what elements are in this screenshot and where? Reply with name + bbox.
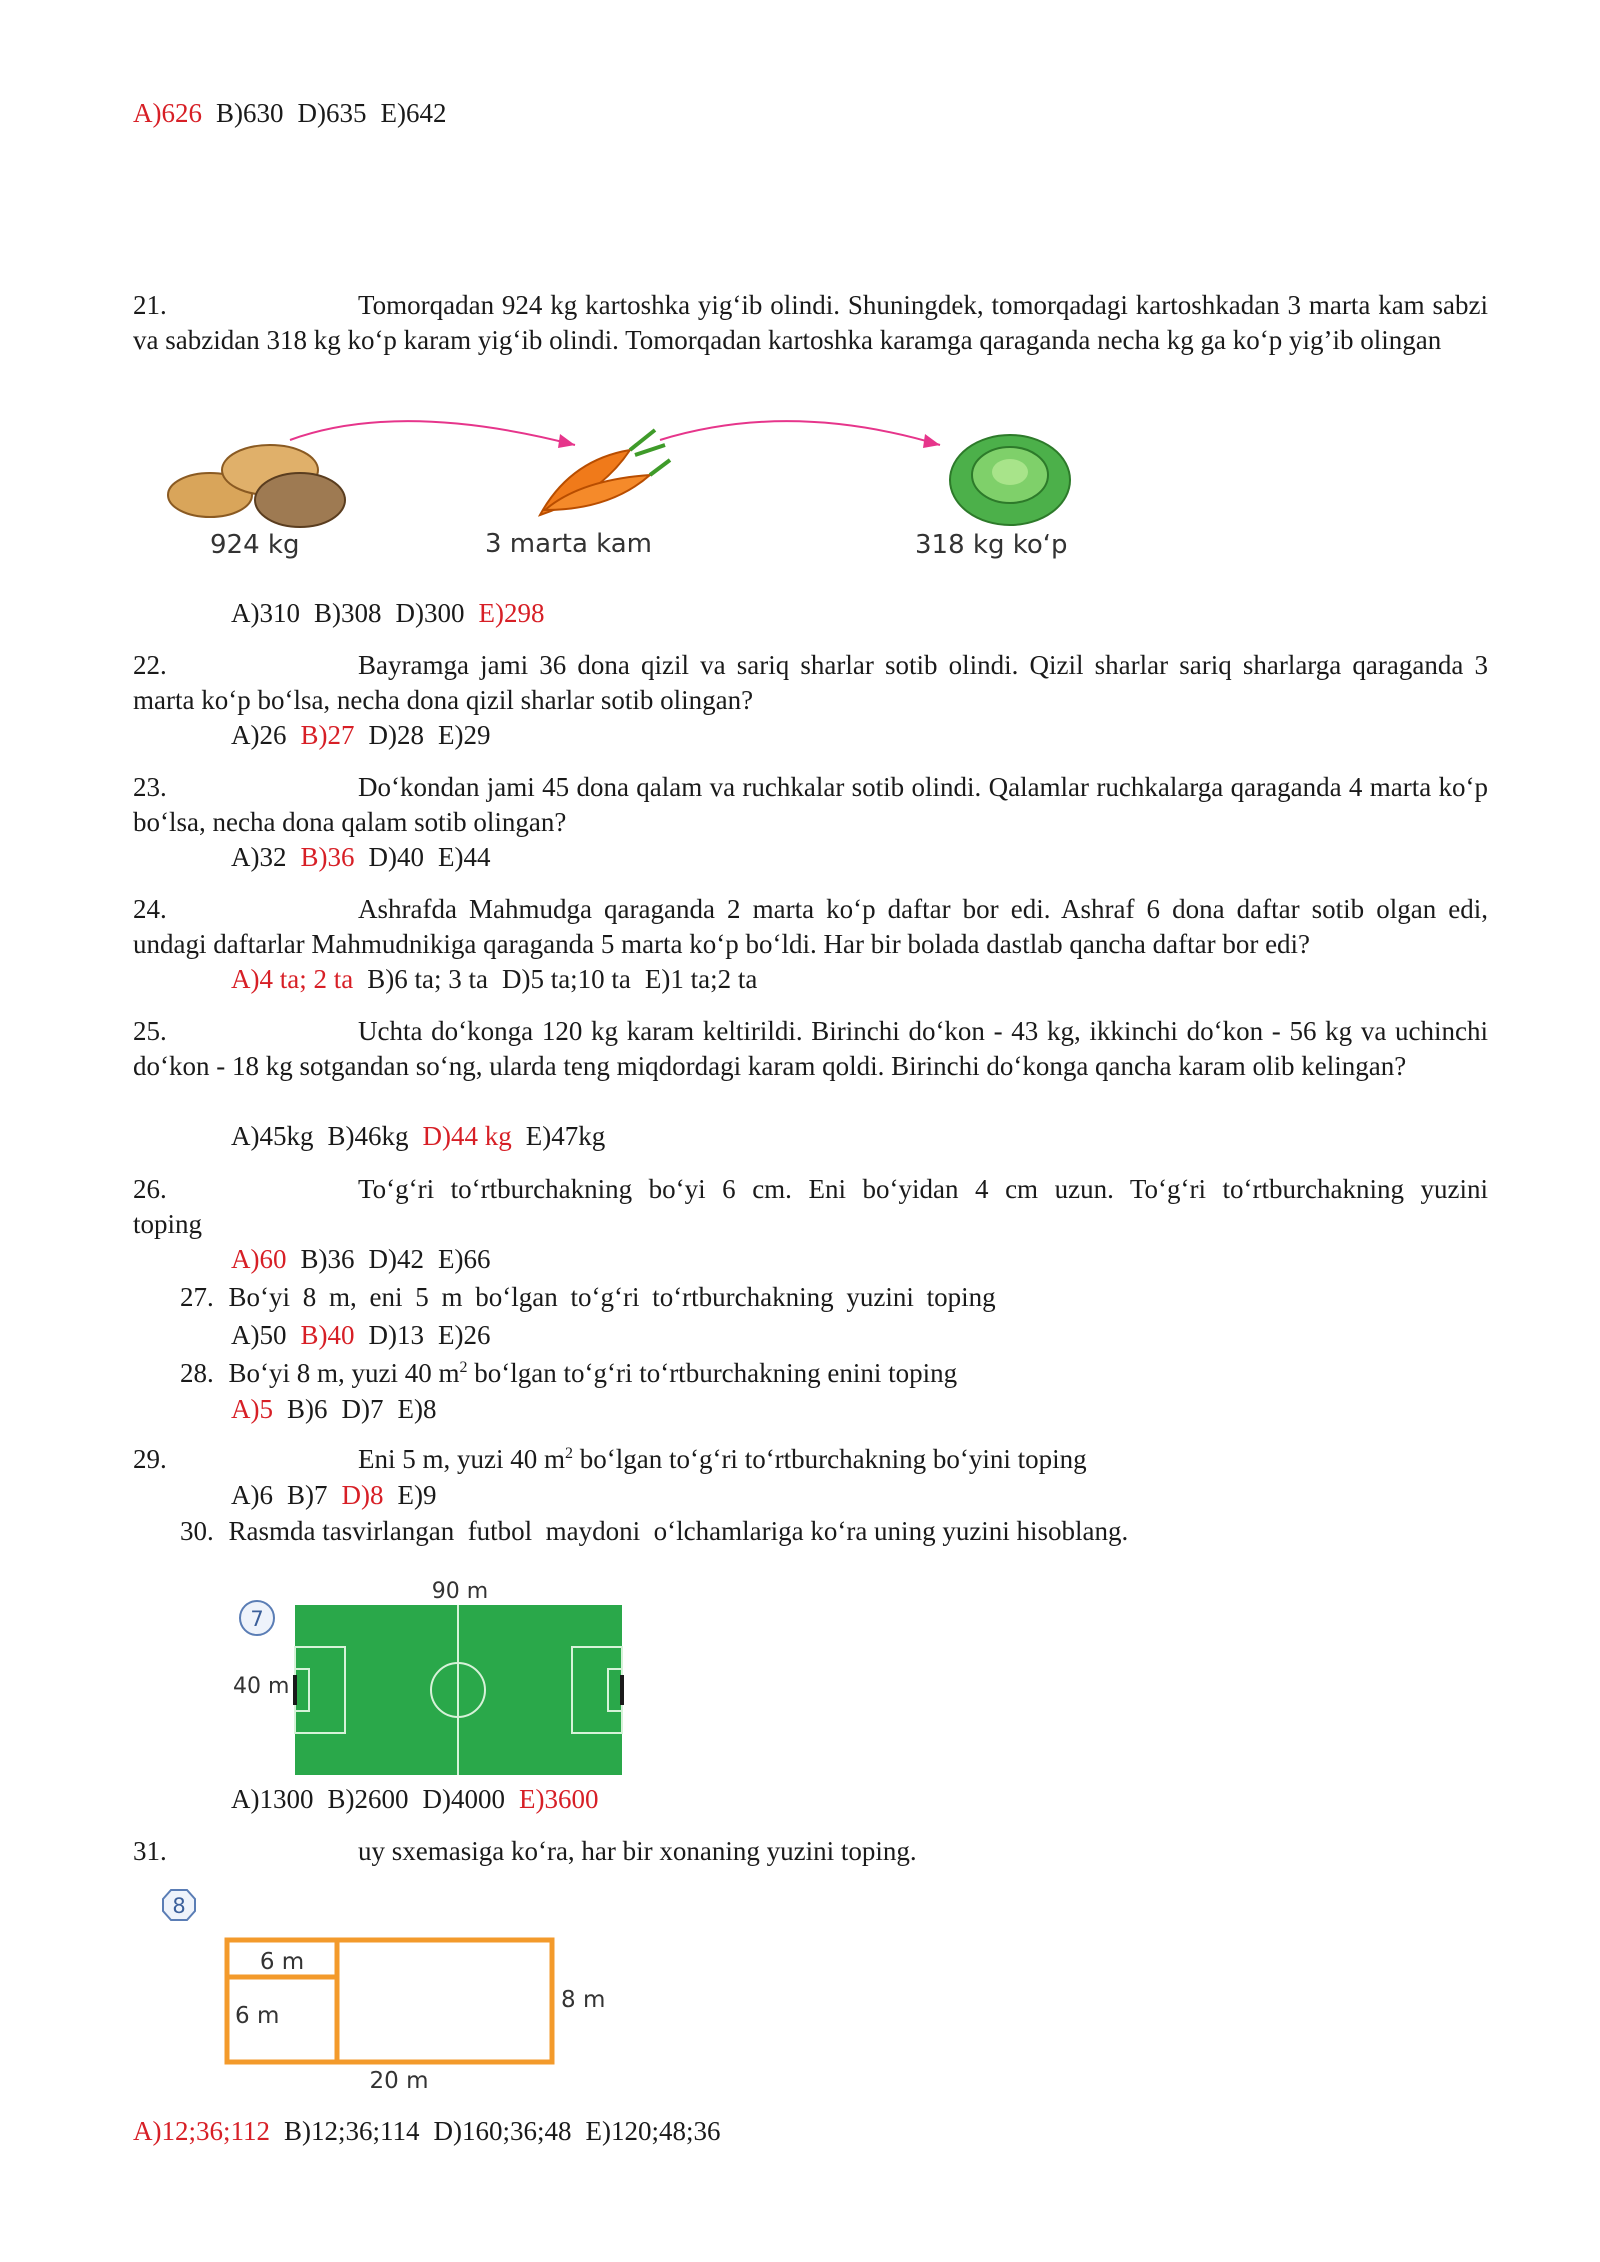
question-number: 29. [133,1444,167,1474]
question-text: Bo‘yi 8 m, eni 5 m bo‘lgan to‘g‘ri to‘rtburchakning yuzini toping [228,1282,996,1312]
question-text: To‘g‘ri to‘rtburchakning bo‘yi 6 cm. Eni bo‘yidan 4 cm uzun. To‘g‘ri to‘rtburchakning yuzini toping [133,1174,1488,1239]
answer-option: E)642 [380,98,447,128]
cabbage-icon [950,435,1070,525]
q27-options [231,1318,504,1353]
arrow-icon [290,421,575,445]
answer-option: D)28 [368,720,424,750]
q23-options [231,840,504,875]
answer-option: D)635 [297,98,367,128]
answer-option-correct: B)27 [300,720,355,750]
question-28 [180,1356,957,1391]
answer-option: B)2600 [327,1784,409,1814]
q21-options [231,596,558,631]
answer-option-correct: D)44 kg [422,1121,512,1151]
question-number: 30. [180,1516,214,1546]
football-field-figure [225,1565,635,1780]
house-plan-figure [145,1885,625,2095]
question-text: Do‘kondan jami 45 dona qalam va ruchkalar sotib olindi. Qalamlar ruchkalarga qaraganda 4 marta ko‘p bo‘lsa, necha dona qalam sotib olingan? [133,772,1488,837]
answer-option: D)40 [368,842,424,872]
answer-option: E)26 [438,1320,491,1350]
q28-options [231,1392,450,1427]
answer-option: E)66 [438,1244,491,1274]
answer-option-correct: A)5 [231,1394,273,1424]
answer-option: D)42 [368,1244,424,1274]
question-text: Uchta do‘konga 120 kg karam keltirildi. Birinchi do‘kon - 43 kg, ikkinchi do‘kon - 56 kg va uchinchi do‘kon - 18 kg sotgandan so‘ng, ularda teng miqdordagi karam qoldi. Birinchi do‘konga qancha karam olib kelingan? [133,1016,1488,1081]
answer-option-correct: A)4 ta; 2 ta [231,964,354,994]
question-number: 27. [180,1282,214,1312]
answer-option: E)9 [397,1480,437,1510]
answer-option-correct: E)3600 [519,1784,599,1814]
plan-label: 6 m [259,1949,305,1975]
answer-option: B)630 [216,98,284,128]
answer-option: D)5 ta;10 ta [501,964,631,994]
arrow-icon [660,421,940,445]
question-number: 26. [133,1174,167,1204]
answer-option-correct: A)12;36;112 [133,2116,270,2146]
answer-option: D)4000 [422,1784,505,1814]
answer-option: A)32 [231,842,287,872]
goal-left [293,1675,297,1705]
answer-option-correct: E)298 [478,598,545,628]
plan-label: 8 m [561,1987,606,2013]
answer-option: E)8 [397,1394,437,1424]
answer-option-correct: A)626 [133,98,202,128]
figure-label: 318 kg ko‘p [915,530,1068,560]
q20-options [133,96,460,131]
goal-right [620,1675,624,1705]
badge-label: 7 [250,1607,264,1631]
question-number: 22. [133,650,167,680]
badge-label: 8 [172,1894,186,1918]
question-number: 24. [133,894,167,924]
answer-option: A)310 [231,598,300,628]
question-text: Bayramga jami 36 dona qizil va sariq sharlar sotib olindi. Qizil sharlar sariq sharlarga qaraganda 3 marta ko‘p bo‘lsa, necha dona qizil sharlar sotib olingan? [133,650,1488,715]
question-text: Tomorqadan 924 kg kartoshka yig‘ib olindi. Shuningdek, tomorqadagi kartoshkadan 3 marta kam sabzi va sabzidan 318 kg ko‘p karam yig‘ib olindi. Tomorqadan kartoshka karamga qaraganda necha kg ga ko‘p yig’ib olingan [133,290,1488,355]
answer-option: E)1 ta;2 ta [644,964,758,994]
question-number: 21. [133,290,167,320]
question-30 [180,1514,1128,1549]
question-number: 28. [180,1358,214,1388]
q25-options [231,1119,619,1154]
question-number: 31. [133,1836,167,1866]
answer-option: E)29 [438,720,491,750]
height-label: 40 m [233,1674,290,1699]
plan-label: 20 m [369,2068,429,2094]
q30-options [231,1782,612,1817]
answer-option-correct: D)8 [341,1480,384,1510]
answer-option: B)308 [314,598,382,628]
answer-option: B)36 [300,1244,355,1274]
question-text: Rasmda tasvirlangan futbol maydoni o‘lchamlariga ko‘ra uning yuzini hisoblang. [228,1516,1129,1546]
answer-option-correct: B)40 [300,1320,355,1350]
answer-option: B)6 ta; 3 ta [367,964,488,994]
answer-option: E)120;48;36 [585,2116,721,2146]
question-27 [180,1280,996,1315]
answer-option: D)13 [368,1320,424,1350]
question-number: 25. [133,1016,167,1046]
plan-label: 6 m [235,2003,280,2029]
answer-option-correct: A)60 [231,1244,287,1274]
answer-option: D)7 [341,1394,384,1424]
answer-option: B)6 [287,1394,328,1424]
question-text: Bo‘yi 8 m, yuzi 40 $m^2$ bo‘lgan to‘g‘ri to‘rtburchakning enini toping [228,1358,958,1388]
question-text: Ashrafda Mahmudga qaraganda 2 marta ko‘p daftar bor edi. Ashraf 6 dona daftar sotib olgan edi, undagi daftarlar Mahmudnikiga qaraganda 5 marta ko‘p bo‘ldi. Har bir bolada dastlab qancha daftar bor edi? [133,894,1488,959]
arrowhead-icon [923,434,940,448]
potato-icon [168,445,345,527]
figure-label: 3 marta kam [485,529,653,559]
q24-options [231,962,771,997]
q22-options [231,718,504,753]
answer-option: B)7 [287,1480,328,1510]
answer-option-correct: B)36 [300,842,355,872]
answer-option: E)47kg [525,1121,606,1151]
answer-option: A)26 [231,720,287,750]
vegetables-figure [150,400,1130,570]
answer-option: E)44 [438,842,491,872]
answer-option: D)160;36;48 [433,2116,572,2146]
answer-option: A)1300 [231,1784,314,1814]
figure-label: 924 kg [210,530,300,560]
answer-option: B)46kg [327,1121,409,1151]
q26-options [231,1242,504,1277]
answer-option: A)6 [231,1480,273,1510]
width-label: 90 m [431,1579,489,1604]
answer-option: A)45kg [231,1121,314,1151]
question-number: 23. [133,772,167,802]
answer-option: D)300 [395,598,465,628]
question-text: Eni 5 m, yuzi 40 $m^2$ bo‘lgan to‘g‘ri to‘rtburchakning bo‘yini toping [358,1444,1087,1474]
question-text: uy sxemasiga ko‘ra, har bir xonaning yuzini toping. [358,1836,917,1866]
arrowhead-icon [558,434,575,448]
answer-option: A)50 [231,1320,287,1350]
q31-options [133,2114,735,2149]
q29-options [231,1478,450,1513]
answer-option: B)12;36;114 [284,2116,420,2146]
